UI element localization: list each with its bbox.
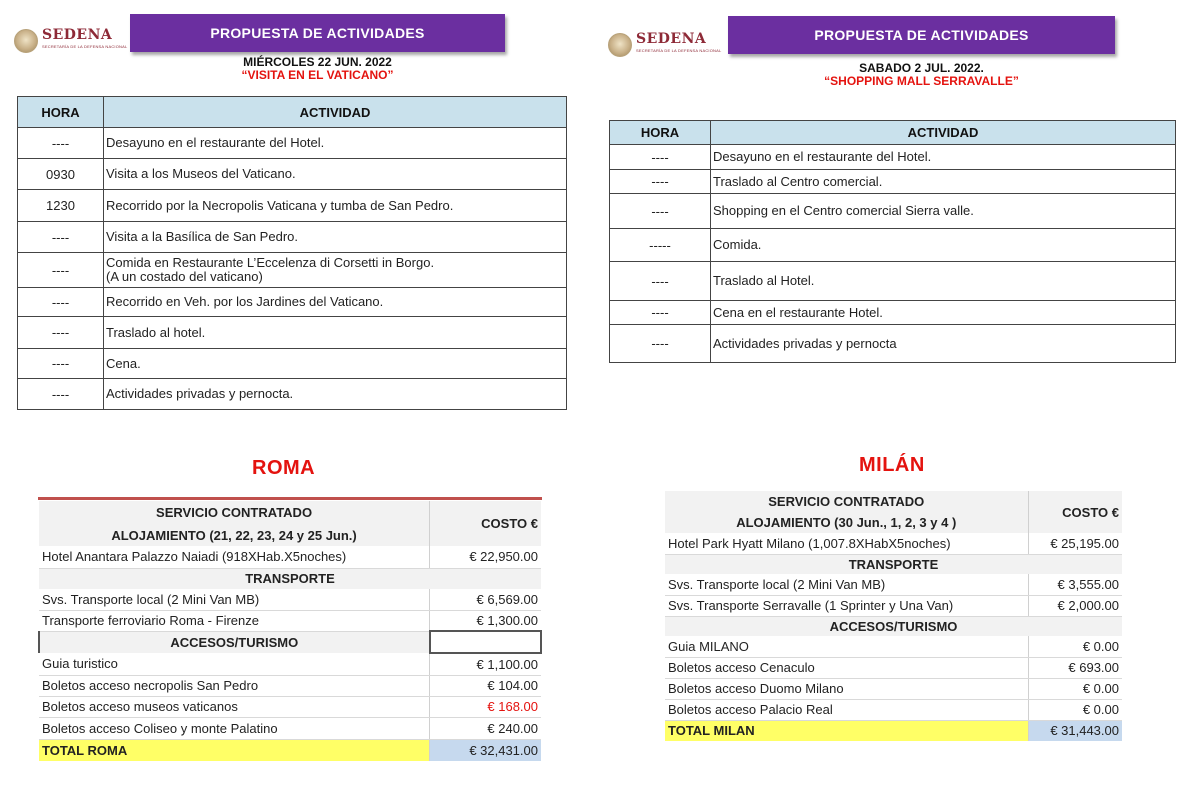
table-row [39,546,541,568]
total-value: € 32,431.00 [430,739,541,761]
item-value: € 168.00 [430,696,541,717]
table-row [610,194,1176,229]
table-row [18,159,567,190]
table-row [665,533,1122,554]
table-row [39,696,541,717]
hora-cell: ---- [18,379,104,410]
actividad-cell: Desayuno en el restaurante del Hotel. [711,145,1176,170]
date-subtitle: “VISITA EN EL VATICANO” [241,68,394,82]
actividad-cell: Shopping en el Centro comercial Sierra valle. [711,194,1176,229]
schedule-date-right [728,62,1115,88]
hora-cell: ---- [18,128,104,159]
actividad-cell: Cena. [104,349,567,379]
item-label: Transporte ferroviario Roma - Firenze [39,610,430,631]
actividad-cell: Traslado al Centro comercial. [711,170,1176,194]
table-row [610,145,1176,170]
logo-name: SEDENA [42,27,113,43]
actividad-cell: Actividades privadas y pernocta. [104,379,567,410]
table-row [665,699,1122,720]
actividad-header: ACTIVIDAD [104,97,567,128]
hora-cell: ---- [18,288,104,317]
actividad-cell: Traslado al Hotel. [711,262,1176,301]
date-text: SABADO 2 JUL. 2022. [859,61,984,75]
hora-cell: ---- [610,325,711,363]
item-value: € 0.00 [1028,636,1122,657]
activities-banner-left: PROPUESTA DE ACTIVIDADES [130,14,505,52]
total-label: TOTAL MILAN [665,720,1028,741]
table-row [610,229,1176,262]
cost-header: COSTO € [1028,491,1122,533]
logo-subtitle: SECRETARÍA DE LA DEFENSA NACIONAL [636,48,722,53]
hora-cell: ---- [18,317,104,349]
total-value: € 31,443.00 [1028,720,1122,741]
hora-cell: 0930 [18,159,104,190]
cost-table-milan [665,491,1122,741]
item-value: € 240.00 [430,717,541,739]
table-row [665,678,1122,699]
hora-header: HORA [610,121,711,145]
item-label: Guia MILANO [665,636,1028,657]
section-transporte: TRANSPORTE [39,568,541,589]
item-label: Hotel Anantara Palazzo Naiadi (918XHab.X5noches) [39,546,430,568]
city-title-milan: MILÁN [859,454,925,476]
section-transporte: TRANSPORTE [665,554,1122,574]
item-label: Boletos acceso Cenaculo [665,657,1028,678]
table-row [18,317,567,349]
sedena-logo [14,26,127,53]
schedule-table-right [609,120,1176,363]
hora-cell: ---- [610,170,711,194]
table-row [18,190,567,222]
actividad-note: (A un costado del vaticano) [106,269,263,284]
national-seal-icon [608,33,632,57]
total-label: TOTAL ROMA [39,739,430,761]
actividad-cell [104,253,567,288]
item-label: Boletos acceso Palacio Real [665,699,1028,720]
logo-subtitle: SECRETARÍA DE LA DEFENSA NACIONAL [42,44,128,49]
item-value: € 3,555.00 [1028,574,1122,595]
item-value: € 693.00 [1028,657,1122,678]
hora-cell: 1230 [18,190,104,222]
table-row [39,610,541,631]
section-accesos: ACCESOS/TURISMO [665,616,1122,636]
city-title-roma: ROMA [252,457,316,479]
hora-cell: ---- [610,194,711,229]
item-label: Hotel Park Hyatt Milano (1,007.8XHabX5noches) [665,533,1028,554]
actividad-cell: Cena en el restaurante Hotel. [711,301,1176,325]
table-row [18,379,567,410]
actividad-cell: Recorrido por la Necropolis Vaticana y tumba de San Pedro. [104,190,567,222]
table-row [18,128,567,159]
hora-cell: ---- [18,253,104,288]
actividad-cell: Actividades privadas y pernocta [711,325,1176,363]
table-row [610,262,1176,301]
hora-cell: ----- [610,229,711,262]
service-header: SERVICIO CONTRATADO [39,501,430,524]
item-label: Svs. Transporte local (2 Mini Van MB) [665,574,1028,595]
item-value: € 22,950.00 [430,546,541,568]
item-value: € 6,569.00 [430,589,541,610]
roma-table-accent-line [38,497,542,500]
table-row [665,657,1122,678]
cost-header: COSTO € [430,501,541,546]
hora-cell: ---- [18,222,104,253]
item-label: Boletos acceso Duomo Milano [665,678,1028,699]
lodging-header: ALOJAMIENTO (21, 22, 23, 24 y 25 Jun.) [39,524,430,546]
date-text: MIÉRCOLES 22 JUN. 2022 [243,55,392,69]
section-accesos: ACCESOS/TURISMO [39,631,430,653]
table-row [665,595,1122,616]
table-row [610,325,1176,363]
actividad-cell: Desayuno en el restaurante del Hotel. [104,128,567,159]
schedule-date-left [130,56,505,82]
table-row [39,653,541,675]
table-row [39,717,541,739]
sedena-logo [608,30,721,57]
table-row [39,589,541,610]
table-row [665,574,1122,595]
item-label: Svs. Transporte local (2 Mini Van MB) [39,589,430,610]
item-value: € 2,000.00 [1028,595,1122,616]
total-row [665,720,1122,741]
table-row [39,675,541,696]
item-value: € 104.00 [430,675,541,696]
item-label: Boletos acceso museos vaticanos [39,696,430,717]
total-row [39,739,541,761]
item-value: € 25,195.00 [1028,533,1122,554]
actividad-cell: Traslado al hotel. [104,317,567,349]
hora-cell: ---- [18,349,104,379]
table-row [18,253,567,288]
actividad-line: Comida en Restaurante L’Eccelenza di Corsetti in Borgo. [106,255,435,270]
hora-cell: ---- [610,145,711,170]
item-value: € 1,300.00 [430,610,541,631]
schedule-table-left [17,96,567,410]
table-row [18,288,567,317]
item-value: € 0.00 [1028,678,1122,699]
lodging-header: ALOJAMIENTO (30 Jun., 1, 2, 3 y 4 ) [665,512,1028,533]
selected-empty-cell[interactable] [430,631,541,653]
actividad-cell: Visita a la Basílica de San Pedro. [104,222,567,253]
table-row [18,349,567,379]
item-label: Svs. Transporte Serravalle (1 Sprinter y Una Van) [665,595,1028,616]
logo-name: SEDENA [636,31,707,47]
hora-header: HORA [18,97,104,128]
national-seal-icon [14,29,38,53]
item-value: € 1,100.00 [430,653,541,675]
table-row [18,222,567,253]
table-row [665,636,1122,657]
activities-banner-right: PROPUESTA DE ACTIVIDADES [728,16,1115,54]
item-value: € 0.00 [1028,699,1122,720]
hora-cell: ---- [610,301,711,325]
table-row [610,170,1176,194]
date-subtitle: “SHOPPING MALL SERRAVALLE” [824,74,1019,88]
item-label: Guia turistico [39,653,430,675]
actividad-cell: Visita a los Museos del Vaticano. [104,159,567,190]
actividad-cell: Comida. [711,229,1176,262]
actividad-cell: Recorrido en Veh. por los Jardines del Vaticano. [104,288,567,317]
item-label: Boletos acceso necropolis San Pedro [39,675,430,696]
actividad-header: ACTIVIDAD [711,121,1176,145]
cost-table-roma [38,501,542,761]
item-label: Boletos acceso Coliseo y monte Palatino [39,717,430,739]
hora-cell: ---- [610,262,711,301]
service-header: SERVICIO CONTRATADO [665,491,1028,512]
table-row [610,301,1176,325]
